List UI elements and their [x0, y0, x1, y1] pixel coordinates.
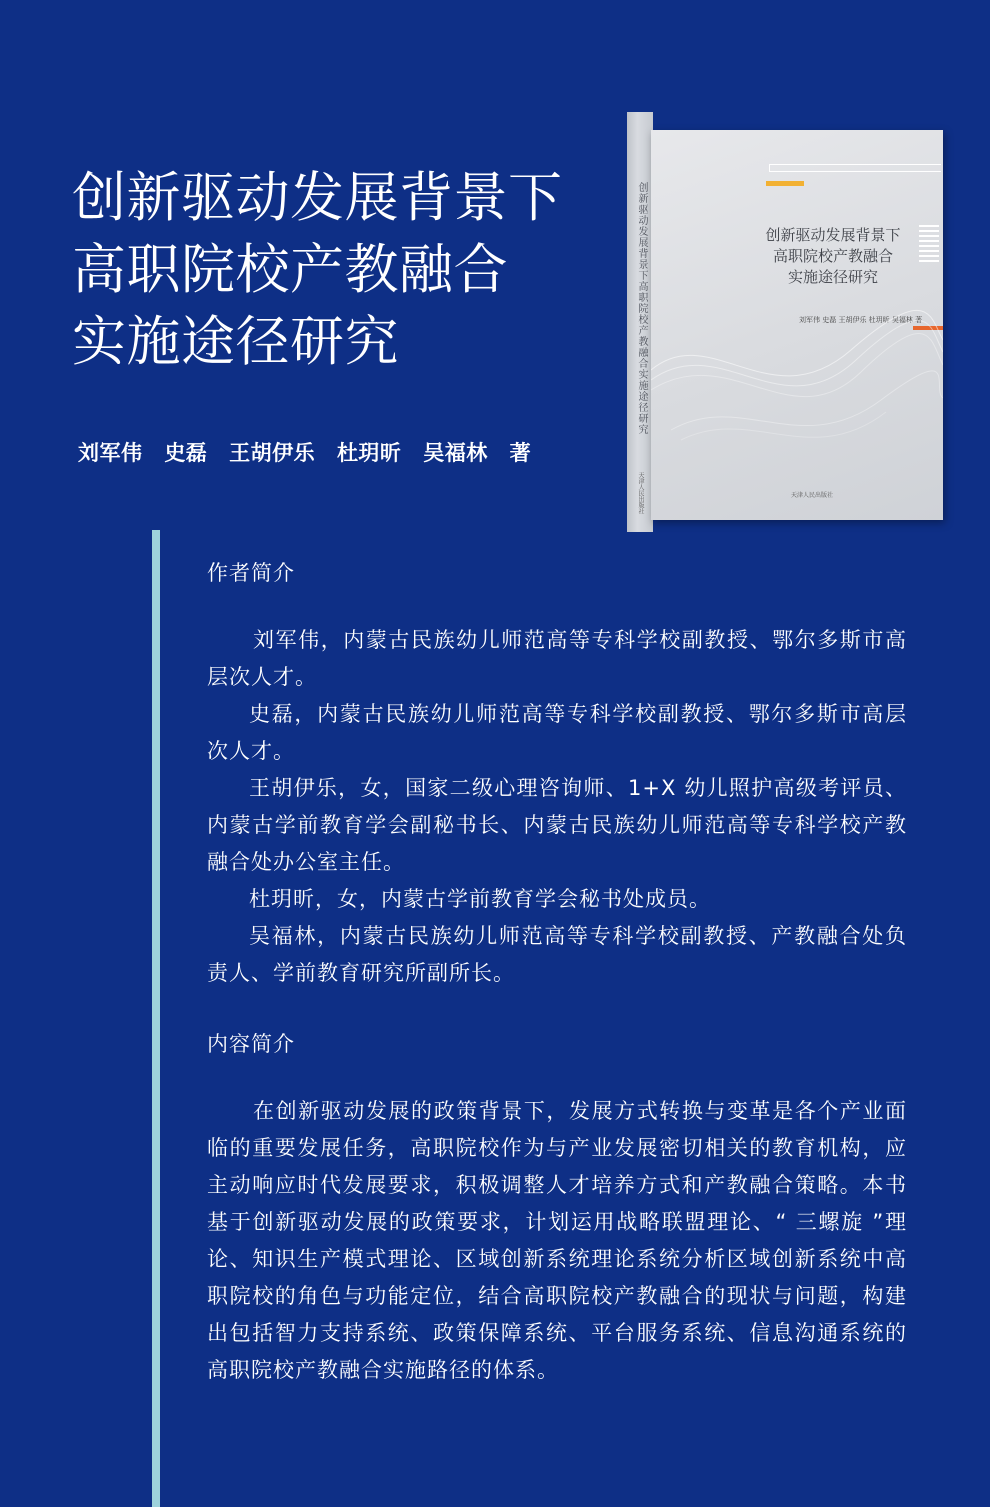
cover-publisher: 天津人民出版社: [791, 492, 834, 499]
spine-title: 创新驱动发展背景下高职院校产教融合实施途径研究: [636, 182, 647, 435]
content-column: [207, 555, 907, 1389]
title-line-2: 高职院校产教融合: [72, 238, 508, 301]
content-intro-heading: 内容简介: [207, 1032, 295, 1056]
cover-title: 创新驱动发展背景下 高职院校产教融合 实施途径研究: [765, 226, 901, 286]
author-intro-heading: 作者简介: [207, 561, 295, 585]
cover-authors: 刘军伟 史磊 王胡伊乐 杜玥昕 吴福林 著: [799, 316, 923, 324]
author-bio: 杜玥昕，女，内蒙古学前教育学会秘书处成员。: [249, 887, 711, 911]
cover-yellow-bar: [766, 181, 804, 186]
title-line-1: 创新驱动发展背景下: [72, 166, 563, 229]
author-bio: 王胡伊乐，女，国家二级心理咨询师、1+X 幼儿照护高级考评员、内蒙古学前教育学会副秘书长、内蒙古民族幼儿师范高等专科学校产教融合处办公室主任。: [207, 776, 907, 874]
author-bio: 史磊，内蒙古民族幼儿师范高等专科学校副教授、鄂尔多斯市高层次人才。: [207, 702, 907, 763]
book-spine: [627, 112, 653, 532]
author-name: 杜玥昕: [336, 441, 402, 465]
content-summary: 在创新驱动发展的政策背景下，发展方式转换与变革是各个产业面临的重要发展任务，高职院校作为与产业发展密切相关的教育机构，应主动响应时代发展要求，积极调整人才培养方式和产教融合策略。本书基于创新驱动发展的政策要求，计划运用战略联盟理论、“ 三螺旋 ”理论、知识生产模式理论、区域创新系统理论系统分析区域创新系统中高职院校的角色与功能定位，结合高职院校产教融合的现状与问题，构建出包括智力支持系统、政策保障系统、平台服务系统、信息沟通系统的高职院校产教融合实施路径的体系。: [207, 1099, 907, 1382]
book-front-cover: [651, 130, 943, 520]
accent-vertical-bar: [152, 530, 160, 1507]
authors-line: [78, 437, 545, 467]
cover-decor-line: [769, 164, 941, 172]
author-name: 王胡伊乐: [229, 441, 316, 465]
authorship-mark: 著: [509, 441, 532, 465]
author-name: 吴福林: [423, 441, 488, 465]
title-line-3: 实施途径研究: [72, 310, 399, 373]
author-bio: 刘军伟，内蒙古民族幼儿师范高等专科学校副教授、鄂尔多斯市高层次人才。: [207, 628, 907, 689]
author-bio: 吴福林，内蒙古民族幼儿师范高等专科学校副教授、产教融合处负责人、学前教育研究所副所长。: [207, 924, 907, 985]
cover-swirl-graphic: [651, 280, 943, 480]
spine-publisher: 天津人民出版社: [637, 472, 644, 514]
book-title: [72, 162, 612, 378]
book-cover-image: [627, 108, 945, 532]
author-name: 史磊: [164, 441, 208, 465]
author-name: 刘军伟: [78, 441, 143, 465]
